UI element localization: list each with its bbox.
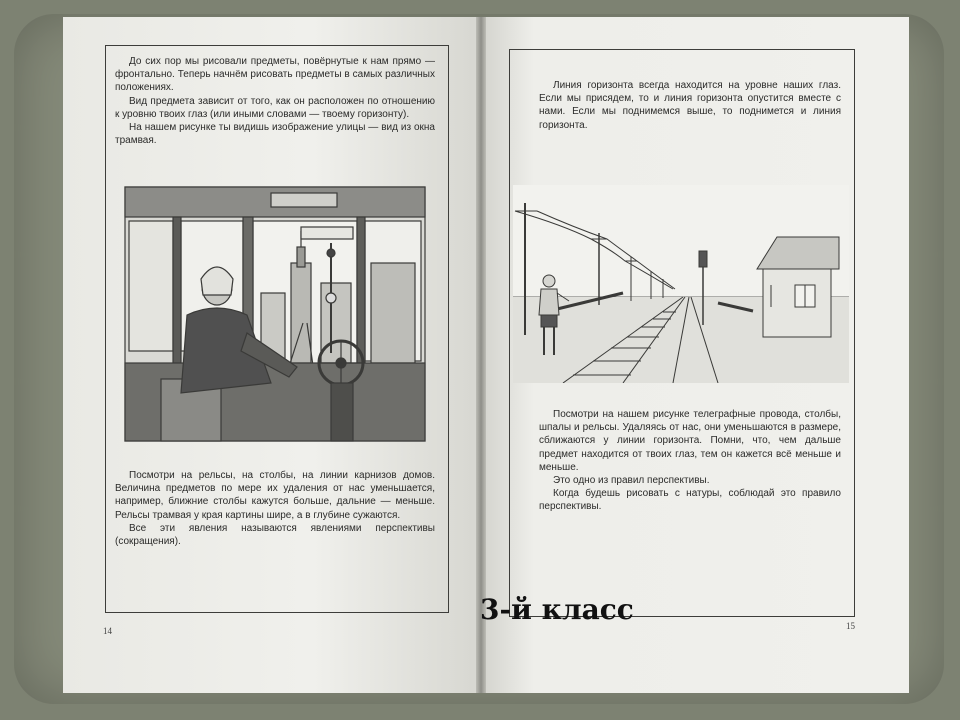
paragraph: Посмотри на рельсы, на столбы, на линии карнизов домов. Величина предметов по мере их удаления от нас уменьшается, например, ближние столбы кажутся больше, дальние — меньше. Рельсы трамвая у края картины шире, а в глубине сужаются. <box>115 470 435 521</box>
paragraph: Линия горизонта всегда находится на уровне наших глаз. Если мы присядем, то и линия горизонта опустится вместе с нами. Если мы поднимемся выше, то поднимется и линия горизонта. <box>539 80 841 131</box>
paragraph: Все эти явления называются явлениями перспективы (сокращения). <box>115 522 435 548</box>
book-gutter <box>476 17 486 693</box>
right-text-bottom <box>539 408 841 514</box>
paragraph: Это одно из правил перспективы. <box>553 475 710 487</box>
paragraph: На нашем рисунке ты видишь изображение улицы — вид из окна трамвая. <box>115 122 435 147</box>
left-text-top <box>115 55 435 147</box>
left-text-bottom <box>115 469 435 548</box>
paragraph: Посмотри на нашем рисунке телеграфные провода, столбы, шпалы и рельсы. Удаляясь от нас, они уменьшаются в размере, сближаются у линии горизонта. Помни, что, чем дальше предмет находится от твоих глаз, тем он кажется всё меньше и меньше. <box>539 409 841 473</box>
paragraph: Вид предмета зависит от того, как он расположен по отношению к уровню твоих глаз (или иными словами — твоему горизонту). <box>115 95 435 120</box>
railway-perspective-illustration <box>513 185 849 383</box>
right-page-number: 15 <box>846 621 855 631</box>
tram-street-illustration <box>121 183 429 445</box>
right-text-top <box>539 79 841 132</box>
left-page-number: 14 <box>103 626 112 636</box>
paragraph: Когда будешь рисовать с натуры, соблюдай это правило перспективы. <box>539 488 841 513</box>
slide-caption: 3-й класс <box>480 593 634 626</box>
paragraph: До сих пор мы рисовали предметы, повёрнутые к нам прямо — фронтально. Теперь начнём рисовать предметы в самых различных положениях. <box>115 56 435 94</box>
book-photo <box>63 17 909 693</box>
